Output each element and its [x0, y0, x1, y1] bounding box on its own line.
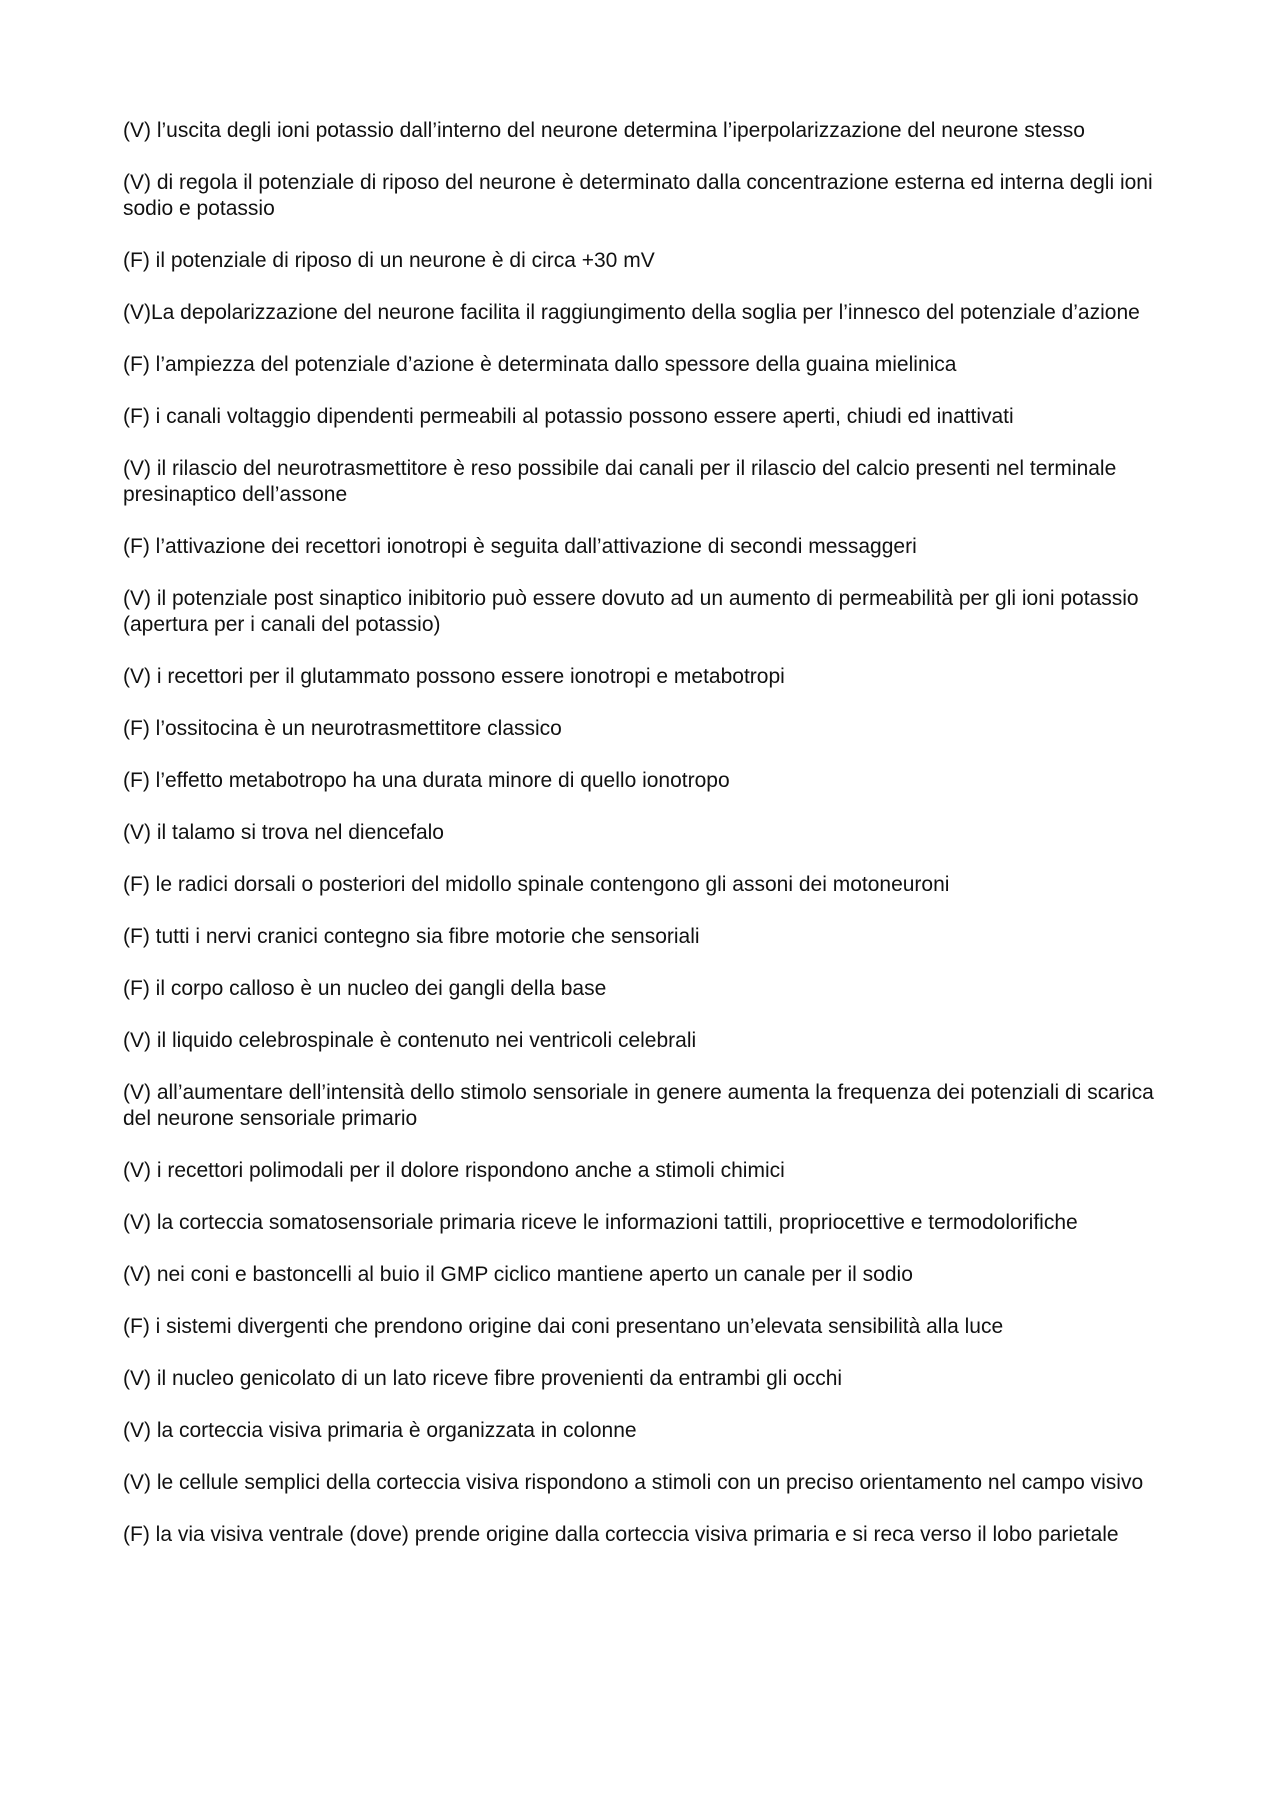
- statement-11: (F) l’ossitocina è un neurotrasmettitore classico: [123, 717, 562, 740]
- statement-12: (F) l’effetto metabotropo ha una durata minore di quello ionotropo: [123, 769, 730, 792]
- statement-13: (V) il talamo si trova nel diencefalo: [123, 821, 444, 844]
- statement-1: (V) l’uscita degli ioni potassio dall’interno del neurone determina l’iperpolarizzazione del neurone stesso: [123, 119, 1085, 142]
- statement-15: (F) tutti i nervi cranici contegno sia fibre motorie che sensoriali: [123, 925, 700, 948]
- statement-5: (F) l’ampiezza del potenziale d’azione è determinata dallo spessore della guaina mielinica: [123, 353, 957, 376]
- statement-17: (V) il liquido celebrospinale è contenuto nei ventricoli celebrali: [123, 1029, 697, 1052]
- statement-23: (V) il nucleo genicolato di un lato riceve fibre provenienti da entrambi gli occhi: [123, 1367, 843, 1390]
- statement-20: (V) la corteccia somatosensoriale primaria riceve le informazioni tattili, propriocettive e termodolorifiche: [123, 1211, 1078, 1234]
- statement-3: (F) il potenziale di riposo di un neurone è di circa +30 mV: [123, 249, 655, 272]
- statement-2: (V) di regola il potenziale di riposo del neurone è determinato dalla concentrazione esterna ed interna degli ioni sodio e potassio: [123, 171, 1153, 220]
- statement-14: (F) le radici dorsali o posteriori del midollo spinale contengono gli assoni dei motoneuroni: [123, 873, 950, 896]
- statement-21: (V) nei coni e bastoncelli al buio il GMP ciclico mantiene aperto un canale per il sodio: [123, 1263, 913, 1286]
- statement-16: (F) il corpo calloso è un nucleo dei gangli della base: [123, 977, 607, 1000]
- statement-8: (F) l’attivazione dei recettori ionotropi è seguita dall’attivazione di secondi messaggeri: [123, 535, 917, 558]
- statement-10: (V) i recettori per il glutammato possono essere ionotropi e metabotropi: [123, 665, 785, 688]
- statement-4: (V)La depolarizzazione del neurone facilita il raggiungimento della soglia per l’innesco del potenziale d’azione: [123, 301, 1140, 324]
- statement-24: (V) la corteccia visiva primaria è organizzata in colonne: [123, 1419, 637, 1442]
- statement-25: (V) le cellule semplici della corteccia visiva rispondono a stimoli con un preciso orientamento nel campo visivo: [123, 1471, 1144, 1494]
- statement-19: (V) i recettori polimodali per il dolore rispondono anche a stimoli chimici: [123, 1159, 785, 1182]
- statement-7: (V) il rilascio del neurotrasmettitore è reso possibile dai canali per il rilascio del calcio presenti nel terminale presinaptico dell’assone: [123, 457, 1117, 506]
- statement-22: (F) i sistemi divergenti che prendono origine dai coni presentano un’elevata sensibilità alla luce: [123, 1315, 1004, 1338]
- statement-18: (V) all’aumentare dell’intensità dello stimolo sensoriale in genere aumenta la frequenza dei potenziali di scarica del neurone sensoriale primario: [123, 1081, 1154, 1130]
- statement-6: (F) i canali voltaggio dipendenti permeabili al potassio possono essere aperti, chiudi ed inattivati: [123, 405, 1014, 428]
- statement-9: (V) il potenziale post sinaptico inibitorio può essere dovuto ad un aumento di permeabilità per gli ioni potassio (apertura per i canali del potassio): [123, 587, 1139, 636]
- statement-26: (F) la via visiva ventrale (dove) prende origine dalla corteccia visiva primaria e si reca verso il lobo parietale: [123, 1523, 1119, 1546]
- document-page: [123, 118, 1163, 1574]
